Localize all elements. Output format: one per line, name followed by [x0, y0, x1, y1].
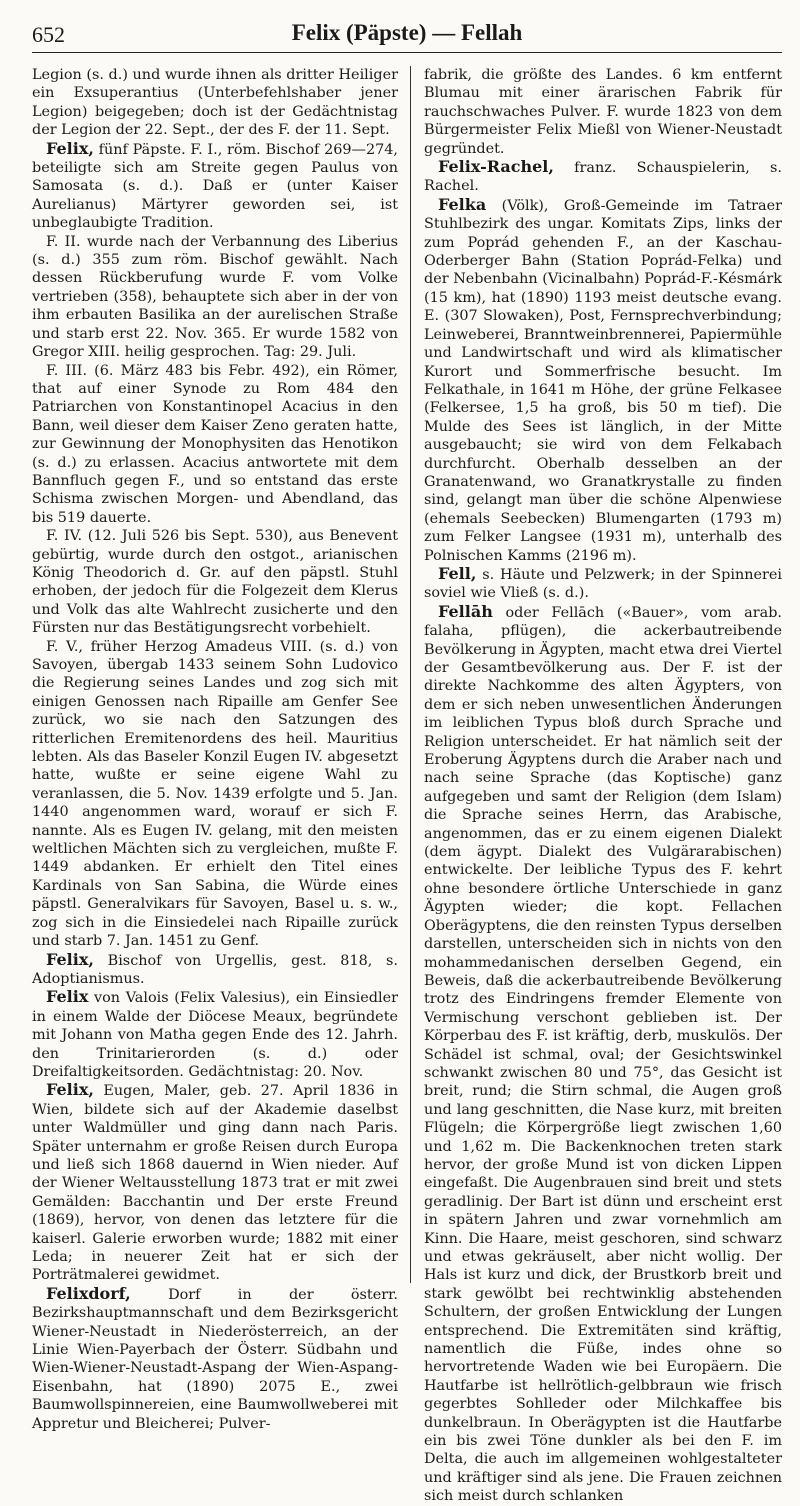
page-header: [32, 12, 782, 53]
entry-paragraph: [32, 66, 398, 140]
right-column: [424, 66, 782, 1505]
entry-headword: Felix-Rachel,: [438, 157, 554, 177]
entry-text: Bischof von Urgellis, gest. 818, s. Adoptianismus.: [32, 952, 398, 987]
entry-text: franz. Schauspielerin, s. Rachel.: [424, 160, 782, 195]
entry-text: oder Fellāch («Bauer», vom arab. falaha, pflügen), die ackerbautreibende Bevölkerung in Ägypten, macht etwa drei Viertel der Gesamtbevölkerung aus. Der F. ist der direkte Nachkomme des alten Ägypters, von dem er sich neben unwesentlichen Änderungen im leiblichen Typus bloß durch Sprache und Religion unterscheidet. Er hat nämlich seit der Eroberung Ägyptens durch die Araber nach und nach seine Sprache (das Koptische) ganz aufgegeben und samt der Religion (dem Islam) die Sprache seines Herrn, das Arabische, angenommen, das er zu einem eigenen Dialekt (dem ägypt. Dialekt des Vulgärarabischen) entwickelte. Der leibliche Typus des F. kehrt ohne besondere örtliche Unterschiede in ganz Ägypten wieder; die kopt. Fellachen Oberägyptens, die den reinsten Typus derselben darstellen, unterscheiden sich in nichts von den mohammedanischen derselben Gegend, ein Beweis, daß die ackerbautreibende Bevölkerung trotz des Eindringens fremder Elemente von Vermischung verschont geblieben ist. Der Körperbau des F. ist kräftig, derb, muskulös. Der Schädel ist schmal, oval; der Gesichtswinkel schwankt zwischen 80 und 75°, das Gesicht ist breit, rund; die Stirn schmal, die Augen groß und lang geschnitten, die Nase kurz, mit breiten Flügeln; die Körpergröße liegt zwischen 1,60 und 1,62 m. Die Backenknochen treten stark hervor, der große Mund ist von dicken Lippen eingefaßt. Die Augenbrauen sind breit und stets geradlinig. Der Bart ist dünn und erscheint erst in spätern Jahren und zwar vornehmlich am Kinn. Die Haare, meist geschoren, sind schwarz und etwas gekräuselt, aber nicht wollig. Der Hals ist kurz und dick, der Brustkorb breit und stark gewölbt bei rechtwinklig abstehenden Schultern, der großen Entwicklung der Lungen entsprechend. Die Extremitäten sind kräftig, namentlich die Füße, indes ohne so hervortretende Waden wie bei Europäern. Die Hautfarbe ist hellrötlich-gelbbraun wie frisch gegerbtes Sohlleder oder Milchkaffee bis dunkelbraun. In Oberägypten ist die Hautfarbe ein bis zwei Töne dunkler als bei den F. im Delta, die auch im allgemeinen wohlgestalteter und kräftiger sind als jene. Die Frauen zeichnen sich meist durch schlanken: [424, 604, 782, 1505]
dictionary-entry: [32, 1081, 398, 1284]
running-title: Felix (Päpste) — Fellah: [291, 20, 523, 45]
dictionary-entry: [32, 140, 398, 233]
page-number: 652: [32, 22, 65, 47]
entry-headword: Felix,: [46, 949, 94, 969]
entry-text: F. V., früher Herzog Amadeus VIII. (s. d.) von Savoyen, übergab 1433 seinem Sohn Ludovico die Regierung seines Landes und zog sich mit einigen Genossen nach Ripaille am Genfer See zurück, wo sie nach den Satzungen des ritterlichen Eremitenordens des heil. Mauritius lebten. Als das Baseler Konzil Eugen IV. abgesetzt hatte, wußte er seine eigene Wahl zu veranlassen, die 5. Nov. 1439 erfolgte und 5. Jan. 1440 angenommen ward, worauf er sich F. nannte. Als es Eugen IV. gelang, mit den meisten weltlichen Mächten sich zu vergleichen, mußte F. 1449 abdanken. Er erhielt den Titel eines Kardinals von San Sabina, die Würde eines päpstl. Generalvikars für Savoyen, Basel u. s. w., zog sich in die Einsiedelei nach Ripaille zurück und starb 7. Jan. 1451 zu Genf.: [32, 638, 398, 950]
entry-text: F. IV. (12. Juli 526 bis Sept. 530), aus Benevent gebürtig, wurde durch den ostgot., arianischen König Theodorich d. Gr. auf den päpstl. Stuhl erhoben, der jedoch für die Folgezeit dem Klerus und Volk das alte Wahlrecht zusicherte und den Fürsten nur das Bestätigungsrecht vorbehielt.: [32, 528, 398, 637]
entry-text: fabrik, die größte des Landes. 6 km entfernt Blumau mit einer ärarischen Fabrik für rauchschwaches Pulver. F. wurde 1823 von dem Bürgermeister Felix Mießl von Wiener-Neustadt gegründet.: [424, 67, 782, 157]
dictionary-entry: [424, 565, 782, 603]
dictionary-entry: [32, 1285, 398, 1433]
entry-text: Eugen, Maler, geb. 27. April 1836 in Wien, bildete sich auf der Akademie daselbst unter Waldmüller und ging dann nach Paris. Später unternahm er große Reisen durch Europa und ließ sich 1868 dauernd in Wien nieder. Auf der Wiener Weltausstellung 1873 trat er mit zwei Gemälden: Bacchantin und Der erste Freund (1869), hervor, von denen das letztere für die kaiserl. Galerie erworben wurde; 1882 mit einer Leda; in neuerer Zeit hat er sich der Porträtmalerei gewidmet.: [32, 1083, 398, 1284]
entry-text: von Valois (Felix Valesius), ein Einsiedler in einem Walde der Diöcese Meaux, begründete mit Johann von Matha gegen Ende des 12. Jahrh. den Trinitarierorden (s. d.) oder Dreifaltigkeitsorden. Gedächtnistag: 20. Nov.: [32, 990, 398, 1080]
entry-paragraph: [424, 66, 782, 158]
entry-paragraph: [32, 362, 398, 528]
entry-headword: Felix,: [46, 138, 94, 158]
dictionary-entry: [424, 158, 782, 196]
entry-headword: Felix: [46, 987, 89, 1007]
entry-headword: Felix,: [46, 1080, 94, 1100]
entry-text: F. III. (6. März 483 bis Febr. 492), ein Römer, that auf einer Synode zu Rom 484 den Patriarchen von Konstantinopel Acacius in den Bann, weil dieser dem Kaiser Zeno geraten hatte, zur Gewinnung der Monophysiten das Henotikon (s. d.) zu erlassen. Acacius antwortete mit dem Bannfluch gegen F., und so entstand das erste Schisma zwischen Morgen- und Abendland, das bis 519 dauerte.: [32, 362, 398, 526]
entry-headword: Fell,: [438, 563, 477, 583]
dictionary-entry: [32, 951, 398, 989]
entry-text: F. II. wurde nach der Verbannung des Liberius (s. d.) 355 zum röm. Bischof gewählt. Nach dessen Rückberufung wurde F. vom Volke vertrieben (358), behauptete sich aber in der von ihm erbauten Basilika an der aurelischen Straße und starb erst 22. Nov. 365. Er wurde 1582 von Gregor XIII. heilig gesprochen. Tag: 29. Juli.: [32, 233, 398, 361]
left-column: [32, 66, 398, 1432]
entry-headword: Felixdorf,: [46, 1283, 131, 1303]
dictionary-entry: [424, 196, 782, 565]
entry-paragraph: [32, 233, 398, 362]
dictionary-entry: [32, 988, 398, 1081]
dictionary-entry: [424, 603, 782, 1506]
entry-headword: Felka: [438, 194, 487, 214]
entry-text: (Völk), Groß-Gemeinde im Tatraer Stuhlbezirk des ungar. Komitats Zips, links der zum Poprád gehenden F., an der Kaschau-Oderberger Bahn (Station Poprád-Felka) und der Nebenbahn (Vicinalbahn) Poprád-F.-Késmárk (15 km), hat (1890) 1193 meist deutsche evang. E. (307 Slowaken), Post, Fernsprechverbindung; Leinweberei, Branntweinbrennerei, Papiermühle und Landwirtschaft und wird als klimatischer Kurort und Sommerfrische besucht. Im Felkathale, in 1641 m Höhe, der grüne Felkasee (Felkersee, 1,5 ha groß, bis 50 m tief). Die Mulde des Sees ist länglich, in der Mitte ausgebaucht; sie wird von dem Felkabach durchfurcht. Oberhalb desselben an der Granatenwand, wo Granatkrystalle zu finden sind, gelangt man über die schöne Alpenwiese (ehemals Seebecken) Blumengarten (1793 m) zum Felker Langsee (1931 m), unterhalb des Polnischen Kamms (2196 m).: [424, 197, 782, 564]
entry-text: Dorf in der österr. Bezirkshauptmannschaft und dem Bezirksgericht Wiener-Neustadt in Niederösterreich, an der Linie Wien-Payerbach der Österr. Südbahn und Wien-Wiener-Neustadt-Aspang der Wien-Aspang-Eisenbahn, hat (1890) 2075 E., zwei Baumwollspinnereien, eine Baumwollweberei mit Appretur und Bleicherei; Pulver-: [32, 1286, 398, 1432]
column-divider: [410, 66, 411, 1283]
entry-text: Legion (s. d.) und wurde ihnen als dritter Heiliger ein Exsuperantius (Unterbefehlshaber jener Legion) beigegeben; doch ist der Gedächtnistag der Legion der 22. Sept., der des F. der 11. Sept.: [32, 67, 398, 139]
entry-text: s. Häute und Pelzwerk; in der Spinnerei soviel wie Vließ (s. d.).: [424, 566, 782, 602]
entry-headword: Fellāh: [438, 601, 493, 621]
entry-paragraph: [32, 527, 398, 637]
entry-paragraph: [32, 638, 398, 951]
entry-text: fünf Päpste. F. I., röm. Bischof 269—274, beteiligte sich am Streite gegen Paulus von Samosata (s. d.). Daß er (unter Kaiser Aurelianus) Märtyrer geworden sei, ist unbeglaubigte Tradition.: [32, 141, 398, 232]
